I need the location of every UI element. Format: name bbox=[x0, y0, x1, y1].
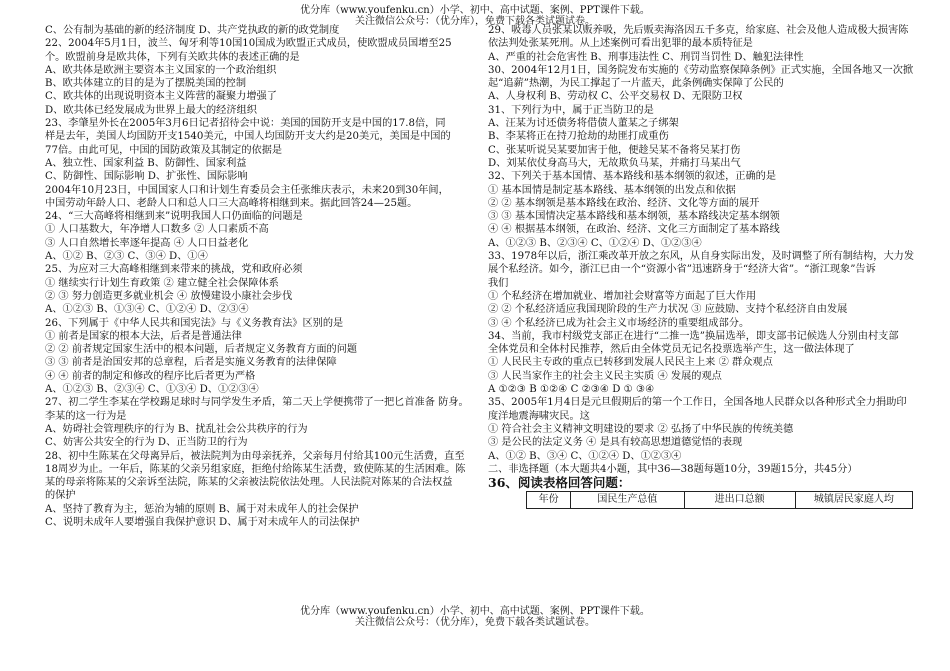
text-line: ③ 是公民的法定义务 ④ 是具有较高思想道德觉悟的表现 bbox=[488, 437, 743, 449]
text-line: ① 继续实行计划生育政策 ② 建立健全社会保障体系 bbox=[45, 277, 279, 289]
text-line: 28、初中生陈某在父母离异后，被法院判为由母亲抚养，父亲每月付给其100元生活费，直至 bbox=[45, 450, 465, 462]
footer-line-2: 关注微信公众号：（优分库），免费下载各类试题试卷。 bbox=[355, 617, 595, 628]
text-line: A ①②③ B ①②④ C ②③④ D ① ③④ bbox=[488, 384, 655, 396]
table-header-gnp: 国民生产总值 bbox=[571, 492, 684, 508]
text-line: ② ③ 努力创造更多就业机会 ④ 放慢建设小康社会步伐 bbox=[45, 290, 293, 302]
text-line: A、①②③ B、②③④ C、①③④ D、①②③④ bbox=[45, 384, 259, 396]
text-line: 27、初二学生李某在学校踢足球时与同学发生矛盾，第二天上学便携带了一把匕首准备 防身。 bbox=[45, 397, 469, 409]
text-line: A、欧共体是欧洲主要资本主义国家的一个政治组织 bbox=[45, 64, 277, 76]
text-line: ③ ③ 基本国情决定基本路线和基本纲领，基本路线决定基本纲领 bbox=[488, 211, 780, 223]
table-header-income: 城镇居民家庭人均 bbox=[795, 492, 912, 508]
text-line: 25、为应对三大高峰相继到来带来的挑战，党和政府必须 bbox=[45, 264, 303, 276]
text-line: 34、当前，我市村级党支部正在进行“二推一选”换届选举，即支部书记候选人分别由村支部 bbox=[488, 330, 899, 342]
text-line: 我们 bbox=[488, 277, 509, 289]
text-line: A、①②③ B、①③④ C、①②④ D、②③④ bbox=[45, 304, 249, 316]
text-line: 30、2004年12月1日，国务院发布实施的《劳动监察保障条例》正式实施，全国各地又一次掀 bbox=[488, 64, 914, 76]
text-line: ③ 人口自然增长率逐年提高 ④ 人口日益老化 bbox=[45, 237, 249, 249]
text-line: B、李某将正在持刀抢劫的劫匪打成重伤 bbox=[488, 131, 669, 143]
question-36-table bbox=[526, 491, 913, 508]
text-line: 77倍。由此可见，中国的国防政策及其制定的依据是 bbox=[45, 144, 283, 156]
question-36-title: 36、阅读表格回答问题： bbox=[488, 475, 631, 491]
text-line: 22、2004年5月1日，波兰、匈牙利等10国10国成为欧盟正式成员，使欧盟成员国增至25 bbox=[45, 38, 452, 50]
text-line: A、①②③ B、②③④ C、①②④ D、①②③④ bbox=[488, 237, 702, 249]
text-line: 中国劳动年龄人口、老龄人口和总人口三大高峰将相继到来。据此回答24—25题。 bbox=[45, 197, 418, 209]
text-line: A、独立性、国家利益 B、防御性、国家利益 bbox=[45, 157, 247, 169]
text-line: A、妨碍社会管理秩序的行为 B、扰乱社会公共秩序的行为 bbox=[45, 423, 308, 435]
text-line: A、汪某为讨还债务将借债人董某之子绑架 bbox=[488, 118, 679, 130]
text-line: ④ ④ 前者的制定和修改的程序比后者更为严格 bbox=[45, 370, 256, 382]
text-line: A、严重的社会危害性 B、刑事违法性 C、刑罚当罚性 D、触犯法律性 bbox=[488, 51, 804, 63]
text-line: C、妨害公共安全的行为 D、正当防卫的行为 bbox=[45, 437, 248, 449]
text-line: 样是去年，美国人均国防开支1540美元，中国人均国防开支大约是20美元，美国是中国的 bbox=[45, 131, 451, 143]
text-line: A、①② B、③④ C、①②④ D、①②③④ bbox=[488, 450, 682, 462]
text-line: 依法判处张某死刑。从上述案例可看出犯罪的最本质特征是 bbox=[488, 38, 753, 50]
text-line: A、①② B、②③ C、③④ D、①④ bbox=[45, 251, 208, 263]
text-line: B、欧共体建立的目的是为了摆脱美国的控制 bbox=[45, 78, 247, 90]
header-line-1: 优分库（www.youfenku.cn）小学、初中、高中试题、案例、PPT课件下载。 bbox=[300, 5, 650, 16]
text-line: ② ② 前者规定国家生活中的根本问题，后者规定义务教育方面的问题 bbox=[45, 344, 358, 356]
table-header-year: 年份 bbox=[527, 492, 571, 508]
text-line: ③ ③ 前者是治国安邦的总章程，后者是实施义务教育的法律保障 bbox=[45, 357, 337, 369]
text-line: ② ② 个私经济适应我国现阶段的生产力状况 ③ 应鼓励、支持个私经济自由发展 bbox=[488, 304, 848, 316]
text-line: 24、“三大高峰将相继到来”说明我国人口仍面临的问题是 bbox=[45, 211, 303, 223]
text-line: 31、下列行为中，属于正当防卫的是 bbox=[488, 104, 654, 116]
table-header-row bbox=[527, 492, 913, 508]
text-line: 2004年10月23日，中国国家人口和计划生育委员会主任张维庆表示，未来20到30年间， bbox=[45, 184, 449, 196]
text-line: 29、吸毒人员张某以贩养吸，先后贩卖海洛因五千多克，给家庭、社会及他人造成极大损害陈 bbox=[488, 25, 909, 36]
text-line: 某的母亲将陈某的父亲诉至法院，陈某的父亲被法院依法处理。人民法院对陈某的合法权益 bbox=[45, 477, 453, 489]
text-line: C、公有制为基础的新的经济制度 D、共产党执政的新的政党制度 bbox=[45, 25, 340, 36]
text-line: ① 个私经济在增加就业、增加社会财富等方面起了巨大作用 bbox=[488, 290, 757, 302]
text-line: A、坚持了教育为主，惩治为辅的原则 B、属于对未成年人的社会保护 bbox=[45, 503, 359, 515]
text-line: D、刘某依仗身高马大，无故欺负马某，并痛打马某出气 bbox=[488, 157, 741, 169]
text-line: C、防御性、国际影响 D、扩张性、国际影响 bbox=[45, 171, 248, 183]
text-line: 26、下列属于《中华人民共和国宪法》与《义务教育法》区别的是 bbox=[45, 317, 344, 329]
text-line: 起“追薪”热潮，为民工撑起了一片蓝天，此条例确实保障了公民的 bbox=[488, 78, 784, 90]
text-line: C、说明未成年人要增强自我保护意识 D、属于对未成年人的司法保护 bbox=[45, 516, 360, 528]
text-line: ③ 人民当家作主的社会主义民主实质 ④ 发展的观点 bbox=[488, 370, 722, 382]
text-line: D、欧共体已经发展成为世界上最大的经济组织 bbox=[45, 104, 257, 116]
text-line: 23、李肇星外长在2005年3月6日记者招待会中说：美国的国防开支是中国的17.8倍，同 bbox=[45, 118, 446, 130]
right-column bbox=[488, 24, 913, 509]
text-line: C、张某听说吴某要加害于他，便趁吴某不备将吴某打伤 bbox=[488, 144, 741, 156]
text-line: ① 人民民主专政的重点已转移到发展人民民主上来 ② 群众观点 bbox=[488, 357, 773, 369]
text-line: 的保护 bbox=[45, 490, 76, 502]
text-line: 18周岁为止。一年后，陈某的父亲另组家庭，拒绝付给陈某生活费，致使陈某的生活困难。陈 bbox=[45, 463, 466, 475]
footer-line-1: 优分库（www.youfenku.cn）小学、初中、高中试题、案例、PPT课件下载。 bbox=[300, 606, 650, 617]
text-line: 度洋地震海啸灾民。这 bbox=[488, 410, 590, 422]
text-line: ① 人口基数大，年净增人口数多 ② 人口素质不高 bbox=[45, 224, 269, 236]
left-column bbox=[45, 24, 470, 529]
text-line: ① 前者是国家的根本大法，后者是普通法律 bbox=[45, 330, 242, 342]
text-line: 李某的这一行为是 bbox=[45, 410, 127, 422]
text-line: 35、2005年1月4日是元旦假期后的第一个工作日，全国各地人民群众以各种形式全力捐助印 bbox=[488, 397, 907, 409]
text-line: 二、非选择题（本大题共4小题，其中36—38题每题10分，39题15分，共45分） bbox=[488, 463, 858, 475]
text-line: ④ ④ 根据基本纲领，在政治、经济、文化三方面制定了基本路线 bbox=[488, 224, 780, 236]
header-line-2: 关注微信公众号：（优分库），免费下载各类试题试卷。 bbox=[355, 16, 595, 27]
text-line: A、人身权利 B、劳动权 C、公平交易权 D、无限防卫权 bbox=[488, 91, 743, 103]
text-line: ① 基本国情是制定基本路线、基本纲领的出发点和依据 bbox=[488, 184, 736, 196]
text-line: 个。欧盟前身是欧共体，下列有关欧共体的表述正确的是 bbox=[45, 51, 300, 63]
text-line: ① 符合社会主义精神文明建设的要求 ② 弘扬了中华民族的传统美德 bbox=[488, 423, 794, 435]
right-column-text bbox=[488, 24, 913, 476]
text-line: 32、下列关于基本国情、基本路线和基本纲领的叙述，正确的是 bbox=[488, 171, 777, 183]
text-line: C、欧共体的出现说明资本主义阵营的凝聚力增强了 bbox=[45, 91, 277, 103]
text-line: 全体党员和全体村民推荐，然后由全体党员无记名投票选举产生，这一做法体现了 bbox=[488, 344, 855, 356]
text-line: 展个私经济。如今，浙江已由一个“资源小省”迅速跻身于“经济大省”。“浙江现象”告诉 bbox=[488, 264, 876, 276]
text-line: ③ ④ 个私经济已成为社会主义市场经济的重要组成部分。 bbox=[488, 317, 750, 329]
text-line: ② ② 基本纲领是基本路线在政治、经济、文化等方面的展开 bbox=[488, 197, 760, 209]
page-footer bbox=[0, 606, 950, 628]
table-header-trade: 进出口总额 bbox=[684, 492, 795, 508]
text-line: 33、1978年以后，浙江乘改革开放之东风，从自身实际出发，及时调整了所有制结构，大力发 bbox=[488, 251, 915, 263]
